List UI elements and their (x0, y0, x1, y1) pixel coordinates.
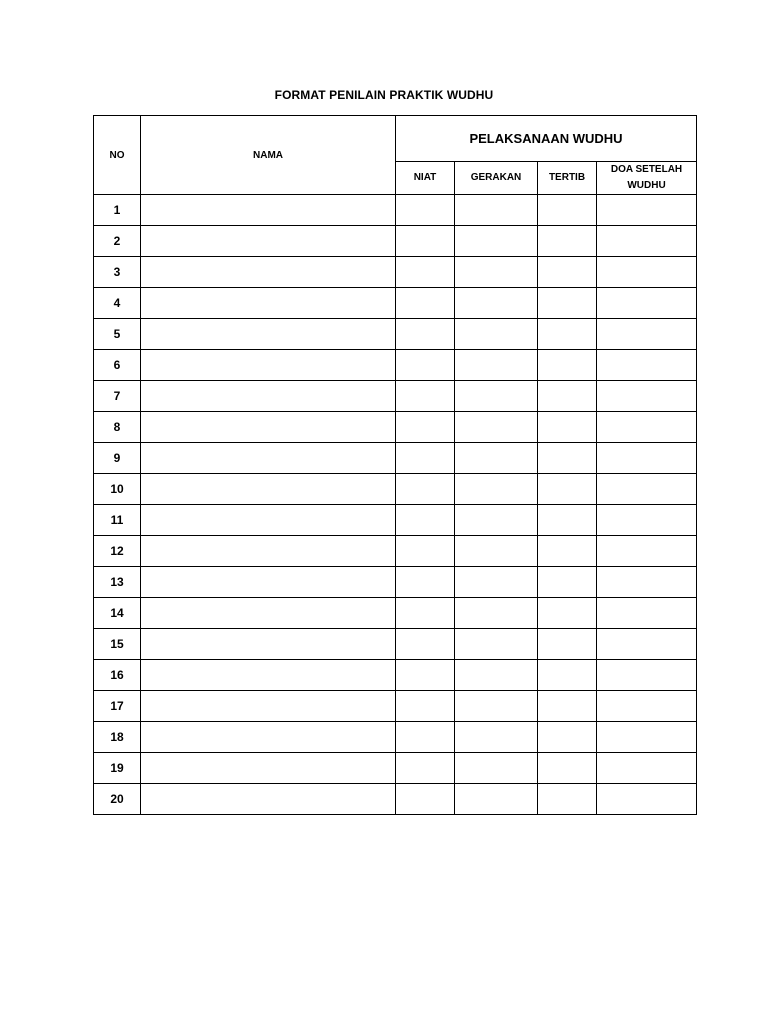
nama-cell[interactable] (141, 567, 396, 598)
gerakan-cell[interactable] (455, 226, 538, 257)
nama-cell[interactable] (141, 350, 396, 381)
nama-cell[interactable] (141, 443, 396, 474)
niat-cell[interactable] (396, 412, 455, 443)
niat-cell[interactable] (396, 443, 455, 474)
nama-cell[interactable] (141, 660, 396, 691)
header-row-top (94, 116, 697, 162)
table-row (94, 753, 697, 784)
nama-cell[interactable] (141, 381, 396, 412)
gerakan-cell[interactable] (455, 784, 538, 815)
nama-cell[interactable] (141, 536, 396, 567)
header-gerakan: GERAKAN (455, 162, 538, 195)
tertib-cell[interactable] (538, 629, 597, 660)
table-row (94, 784, 697, 815)
table-row (94, 257, 697, 288)
tertib-cell[interactable] (538, 660, 597, 691)
doa-cell[interactable] (597, 629, 697, 660)
gerakan-cell[interactable] (455, 598, 538, 629)
niat-cell[interactable] (396, 629, 455, 660)
row-number-cell: 20 (94, 784, 141, 815)
niat-cell[interactable] (396, 784, 455, 815)
doa-cell[interactable] (597, 753, 697, 784)
tertib-cell[interactable] (538, 257, 597, 288)
table-row (94, 195, 697, 226)
row-number-cell: 1 (94, 195, 141, 226)
tertib-cell[interactable] (538, 784, 597, 815)
row-number-cell: 14 (94, 598, 141, 629)
tertib-cell[interactable] (538, 195, 597, 226)
table-row (94, 443, 697, 474)
header-doa-line2: WUDHU (627, 180, 666, 191)
table-row (94, 319, 697, 350)
table-row (94, 691, 697, 722)
tertib-cell[interactable] (538, 381, 597, 412)
niat-cell[interactable] (396, 567, 455, 598)
nama-cell[interactable] (141, 257, 396, 288)
row-number-cell: 12 (94, 536, 141, 567)
row-number-cell: 10 (94, 474, 141, 505)
niat-cell[interactable] (396, 195, 455, 226)
gerakan-cell[interactable] (455, 195, 538, 226)
assessment-table (93, 115, 697, 815)
row-number-cell: 11 (94, 505, 141, 536)
niat-cell[interactable] (396, 381, 455, 412)
gerakan-cell[interactable] (455, 381, 538, 412)
niat-cell[interactable] (396, 350, 455, 381)
gerakan-cell[interactable] (455, 319, 538, 350)
nama-cell[interactable] (141, 505, 396, 536)
nama-cell[interactable] (141, 319, 396, 350)
header-nama: NAMA (141, 116, 396, 195)
tertib-cell[interactable] (538, 288, 597, 319)
tertib-cell[interactable] (538, 722, 597, 753)
table-row (94, 288, 697, 319)
tertib-cell[interactable] (538, 567, 597, 598)
row-number-cell: 2 (94, 226, 141, 257)
table-row (94, 567, 697, 598)
doa-cell[interactable] (597, 536, 697, 567)
header-niat: NIAT (396, 162, 455, 195)
row-number-cell: 3 (94, 257, 141, 288)
niat-cell[interactable] (396, 753, 455, 784)
table-row (94, 381, 697, 412)
tertib-cell[interactable] (538, 443, 597, 474)
document-title: FORMAT PENILAIN PRAKTIK WUDHU (274, 88, 494, 102)
gerakan-cell[interactable] (455, 722, 538, 753)
row-number-cell: 17 (94, 691, 141, 722)
row-number-cell: 7 (94, 381, 141, 412)
nama-cell[interactable] (141, 784, 396, 815)
tertib-cell[interactable] (538, 226, 597, 257)
niat-cell[interactable] (396, 257, 455, 288)
nama-cell[interactable] (141, 195, 396, 226)
table-row (94, 536, 697, 567)
table-row (94, 350, 697, 381)
gerakan-cell[interactable] (455, 412, 538, 443)
doa-cell[interactable] (597, 660, 697, 691)
table-row (94, 226, 697, 257)
doa-cell[interactable] (597, 412, 697, 443)
gerakan-cell[interactable] (455, 257, 538, 288)
row-number-cell: 6 (94, 350, 141, 381)
header-no: NO (94, 116, 141, 195)
nama-cell[interactable] (141, 598, 396, 629)
tertib-cell[interactable] (538, 412, 597, 443)
header-doa-setelah-wudhu (597, 162, 697, 195)
doa-cell[interactable] (597, 567, 697, 598)
niat-cell[interactable] (396, 722, 455, 753)
table-row (94, 660, 697, 691)
nama-cell[interactable] (141, 691, 396, 722)
nama-cell[interactable] (141, 412, 396, 443)
row-number-cell: 18 (94, 722, 141, 753)
niat-cell[interactable] (396, 226, 455, 257)
tertib-cell[interactable] (538, 691, 597, 722)
gerakan-cell[interactable] (455, 288, 538, 319)
doa-cell[interactable] (597, 288, 697, 319)
table-row (94, 629, 697, 660)
niat-cell[interactable] (396, 319, 455, 350)
gerakan-cell[interactable] (455, 753, 538, 784)
doa-cell[interactable] (597, 474, 697, 505)
row-number-cell: 8 (94, 412, 141, 443)
doa-cell[interactable] (597, 784, 697, 815)
table-row (94, 412, 697, 443)
niat-cell[interactable] (396, 288, 455, 319)
gerakan-cell[interactable] (455, 629, 538, 660)
niat-cell[interactable] (396, 598, 455, 629)
header-doa-line1: DOA SETELAH (610, 164, 683, 175)
row-number-cell: 5 (94, 319, 141, 350)
doa-cell[interactable] (597, 722, 697, 753)
gerakan-cell[interactable] (455, 350, 538, 381)
doa-cell[interactable] (597, 691, 697, 722)
gerakan-cell[interactable] (455, 660, 538, 691)
doa-cell[interactable] (597, 195, 697, 226)
tertib-cell[interactable] (538, 536, 597, 567)
table-row (94, 598, 697, 629)
row-number-cell: 9 (94, 443, 141, 474)
tertib-cell[interactable] (538, 350, 597, 381)
doa-cell[interactable] (597, 226, 697, 257)
header-pelaksanaan-wudhu: PELAKSANAAN WUDHU (396, 116, 697, 162)
niat-cell[interactable] (396, 691, 455, 722)
niat-cell[interactable] (396, 660, 455, 691)
tertib-cell[interactable] (538, 598, 597, 629)
row-number-cell: 19 (94, 753, 141, 784)
doa-cell[interactable] (597, 443, 697, 474)
nama-cell[interactable] (141, 226, 396, 257)
gerakan-cell[interactable] (455, 567, 538, 598)
tertib-cell[interactable] (538, 753, 597, 784)
doa-cell[interactable] (597, 319, 697, 350)
niat-cell[interactable] (396, 474, 455, 505)
doa-cell[interactable] (597, 350, 697, 381)
row-number-cell: 15 (94, 629, 141, 660)
nama-cell[interactable] (141, 722, 396, 753)
row-number-cell: 4 (94, 288, 141, 319)
nama-cell[interactable] (141, 474, 396, 505)
niat-cell[interactable] (396, 505, 455, 536)
tertib-cell[interactable] (538, 319, 597, 350)
table-row (94, 474, 697, 505)
row-number-cell: 16 (94, 660, 141, 691)
nama-cell[interactable] (141, 288, 396, 319)
nama-cell[interactable] (141, 753, 396, 784)
header-tertib: TERTIB (538, 162, 597, 195)
niat-cell[interactable] (396, 536, 455, 567)
gerakan-cell[interactable] (455, 443, 538, 474)
gerakan-cell[interactable] (455, 536, 538, 567)
row-number-cell: 13 (94, 567, 141, 598)
gerakan-cell[interactable] (455, 505, 538, 536)
doa-cell[interactable] (597, 381, 697, 412)
tertib-cell[interactable] (538, 474, 597, 505)
gerakan-cell[interactable] (455, 691, 538, 722)
doa-cell[interactable] (597, 598, 697, 629)
nama-cell[interactable] (141, 629, 396, 660)
table-row (94, 505, 697, 536)
doa-cell[interactable] (597, 505, 697, 536)
table-body (94, 195, 697, 815)
gerakan-cell[interactable] (455, 474, 538, 505)
doa-cell[interactable] (597, 257, 697, 288)
table-row (94, 722, 697, 753)
tertib-cell[interactable] (538, 505, 597, 536)
